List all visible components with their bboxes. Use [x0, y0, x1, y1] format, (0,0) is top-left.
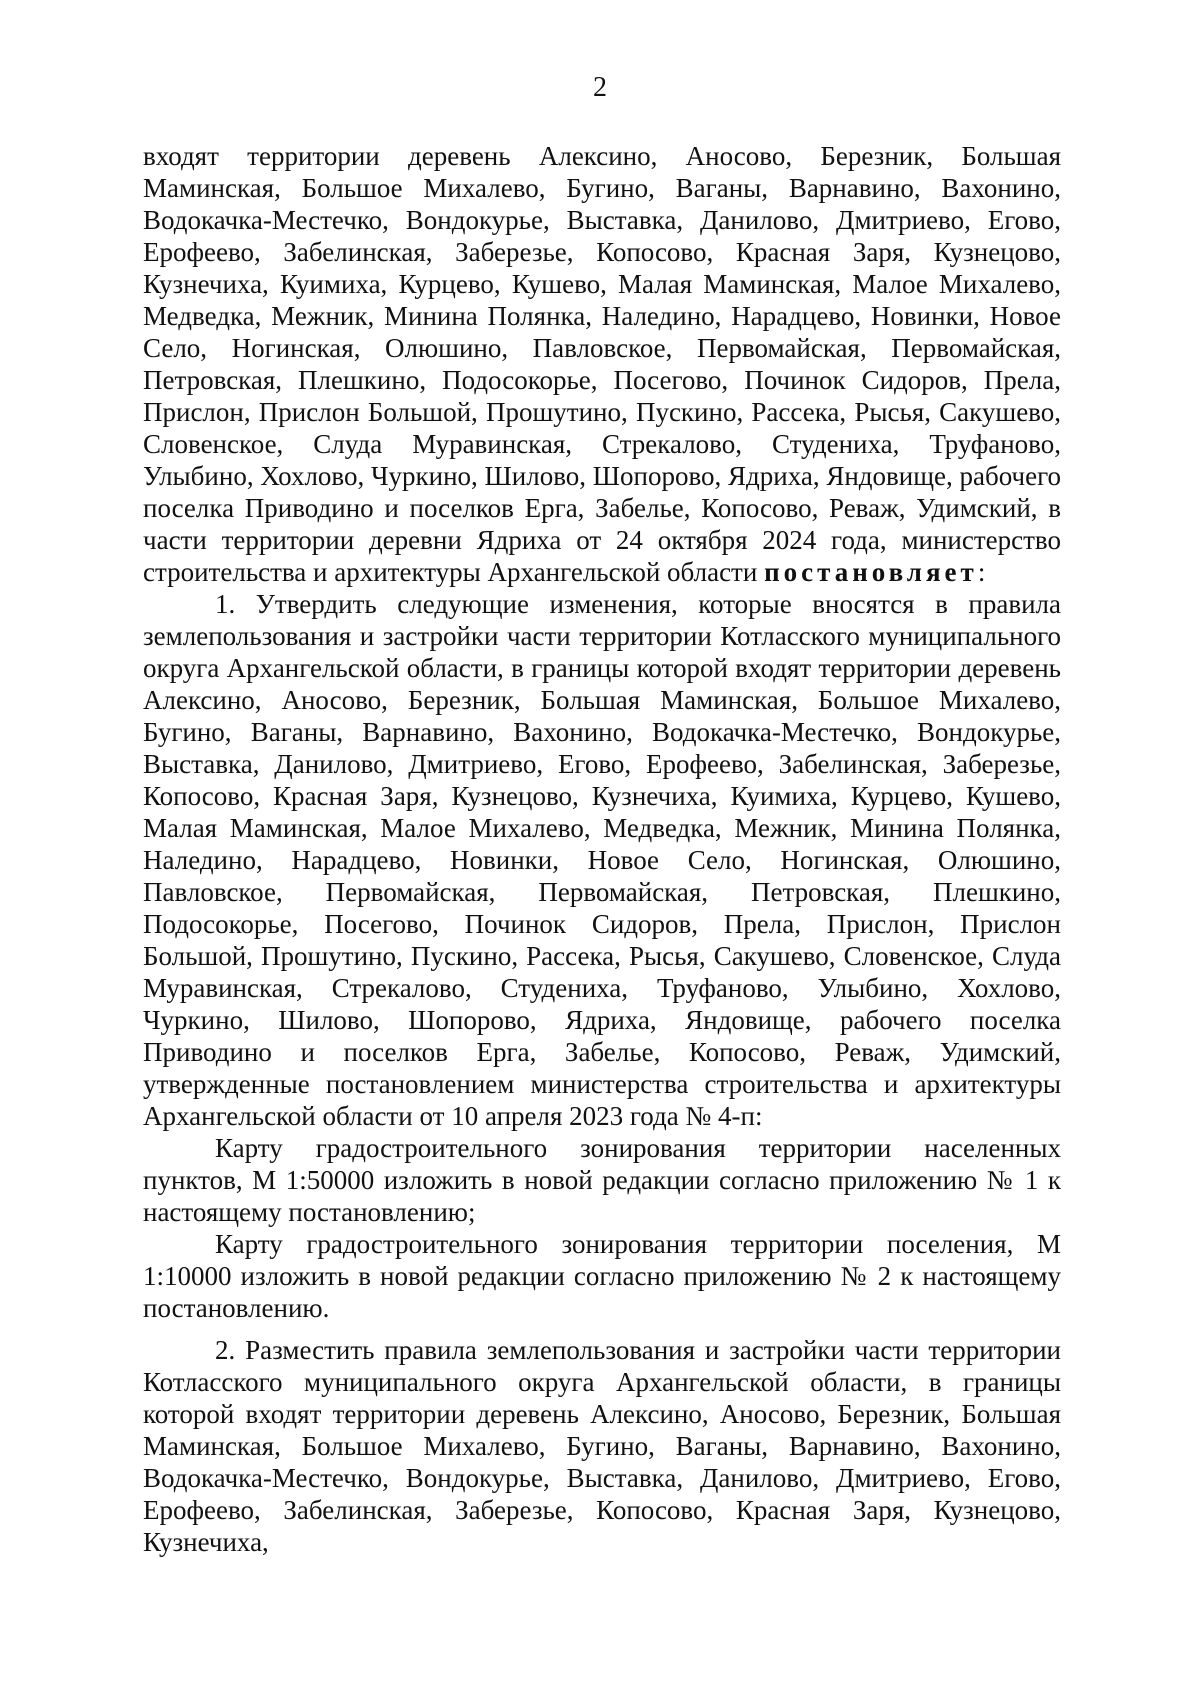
paragraph-item-2: 2. Разместить правила землепользования и застройки части территории Котласского муниципального округа Архангельской области, в границы которой входят территории деревень Алексино, Аносово, Березник, Большая Маминская, Большое Михалево, Бугино, Ваганы, Варнавино, Вахонино, Водокачка-Местечко, Вондокурье, Выставка, Данилово, Дмитриево, Егово, Ерофеево, Забелинская, Заберезье, Копосово, Красная Заря, Кузнецово, Кузнечиха, — [143, 1335, 1061, 1557]
preamble-colon: : — [977, 557, 986, 587]
page-number: 2 — [593, 72, 607, 103]
paragraph-map-1: Карту градостроительного зонирования территории населенных пунктов, М 1:50000 изложить в новой редакции согласно приложению № 1 к настоящему постановлению; — [143, 1133, 1061, 1227]
paragraph-preamble-continuation — [143, 140, 1061, 588]
paragraph-map-2: Карту градостроительного зонирования территории поселения, М 1:10000 изложить в новой редакции согласно приложению № 2 к настоящему постановлению. — [143, 1229, 1061, 1323]
document-body — [143, 140, 1061, 1558]
paragraph-item-1: 1. Утвердить следующие изменения, которые вносятся в правила землепользования и застройки части территории Котласского муниципального округа Архангельской области, в границы которой входят территории деревень Алексино, Аносово, Березник, Большая Маминская, Большое Михалево, Бугино, Ваганы, Варнавино, Вахонино, Водокачка-Местечко, Вондокурье, Выставка, Данилово, Дмитриево, Егово, Ерофеево, Забелинская, Заберезье, Копосово, Красная Заря, Кузнецово, Кузнечиха, Куимиха, Курцево, Кушево, Малая Маминская, Малое Михалево, Медведка, Межник, Минина Полянка, Наледино, Нарадцево, Новинки, Новое Село, Ногинская, Олюшино, Павловское, Первомайская, Первомайская, Петровская, Плешкино, Подосокорье, Посегово, Починок Сидоров, Прела, Прислон, Прислон Большой, Прошутино, Пускино, Рассека, Рысья, Сакушево, Словенское, Слуда Муравинская, Стрекалово, Студениха, Труфаново, Улыбино, Хохлово, Чуркино, Шилово, Шопорово, Ядриха, Яндовище, рабочего поселка Приводино и поселков Ерга, Забелье, Копосово, Реваж, Удимский, утвержденные постановлением министерства строительства и архитектуры Архангельской области от 10 апреля 2023 года № 4-п: — [143, 589, 1061, 1131]
preamble-text: входят территории деревень Алексино, Аносово, Березник, Большая Маминская, Большое Михалево, Бугино, Ваганы, Варнавино, Вахонино, Водокачка-Местечко, Вондокурье, Выставка, Данилово, Дмитриево, Егово, Ерофеево, Забелинская, Заберезье, Копосово, Красная Заря, Кузнецово, Кузнечиха, Куимиха, Курцево, Кушево, Малая Маминская, Малое Михалево, Медведка, Межник, Минина Полянка, Наледино, Нарадцево, Новинки, Новое Село, Ногинская, Олюшино, Павловское, Первомайская, Первомайская, Петровская, Плешкино, Подосокорье, Посегово, Починок Сидоров, Прела, Прислон, Прислон Большой, Прошутино, Пускино, Рассека, Рысья, Сакушево, Словенское, Слуда Муравинская, Стрекалово, Студениха, Труфаново, Улыбино, Хохлово, Чуркино, Шилово, Шопорово, Ядриха, Яндовище, рабочего поселка Приводино и поселков Ерга, Забелье, Копосово, Реваж, Удимский, в части территории деревни Ядриха от 24 октября 2024 года, министерство строительства и архитектуры Архангельской области — [143, 141, 1061, 587]
resolves-keyword: постановляет — [764, 557, 978, 587]
